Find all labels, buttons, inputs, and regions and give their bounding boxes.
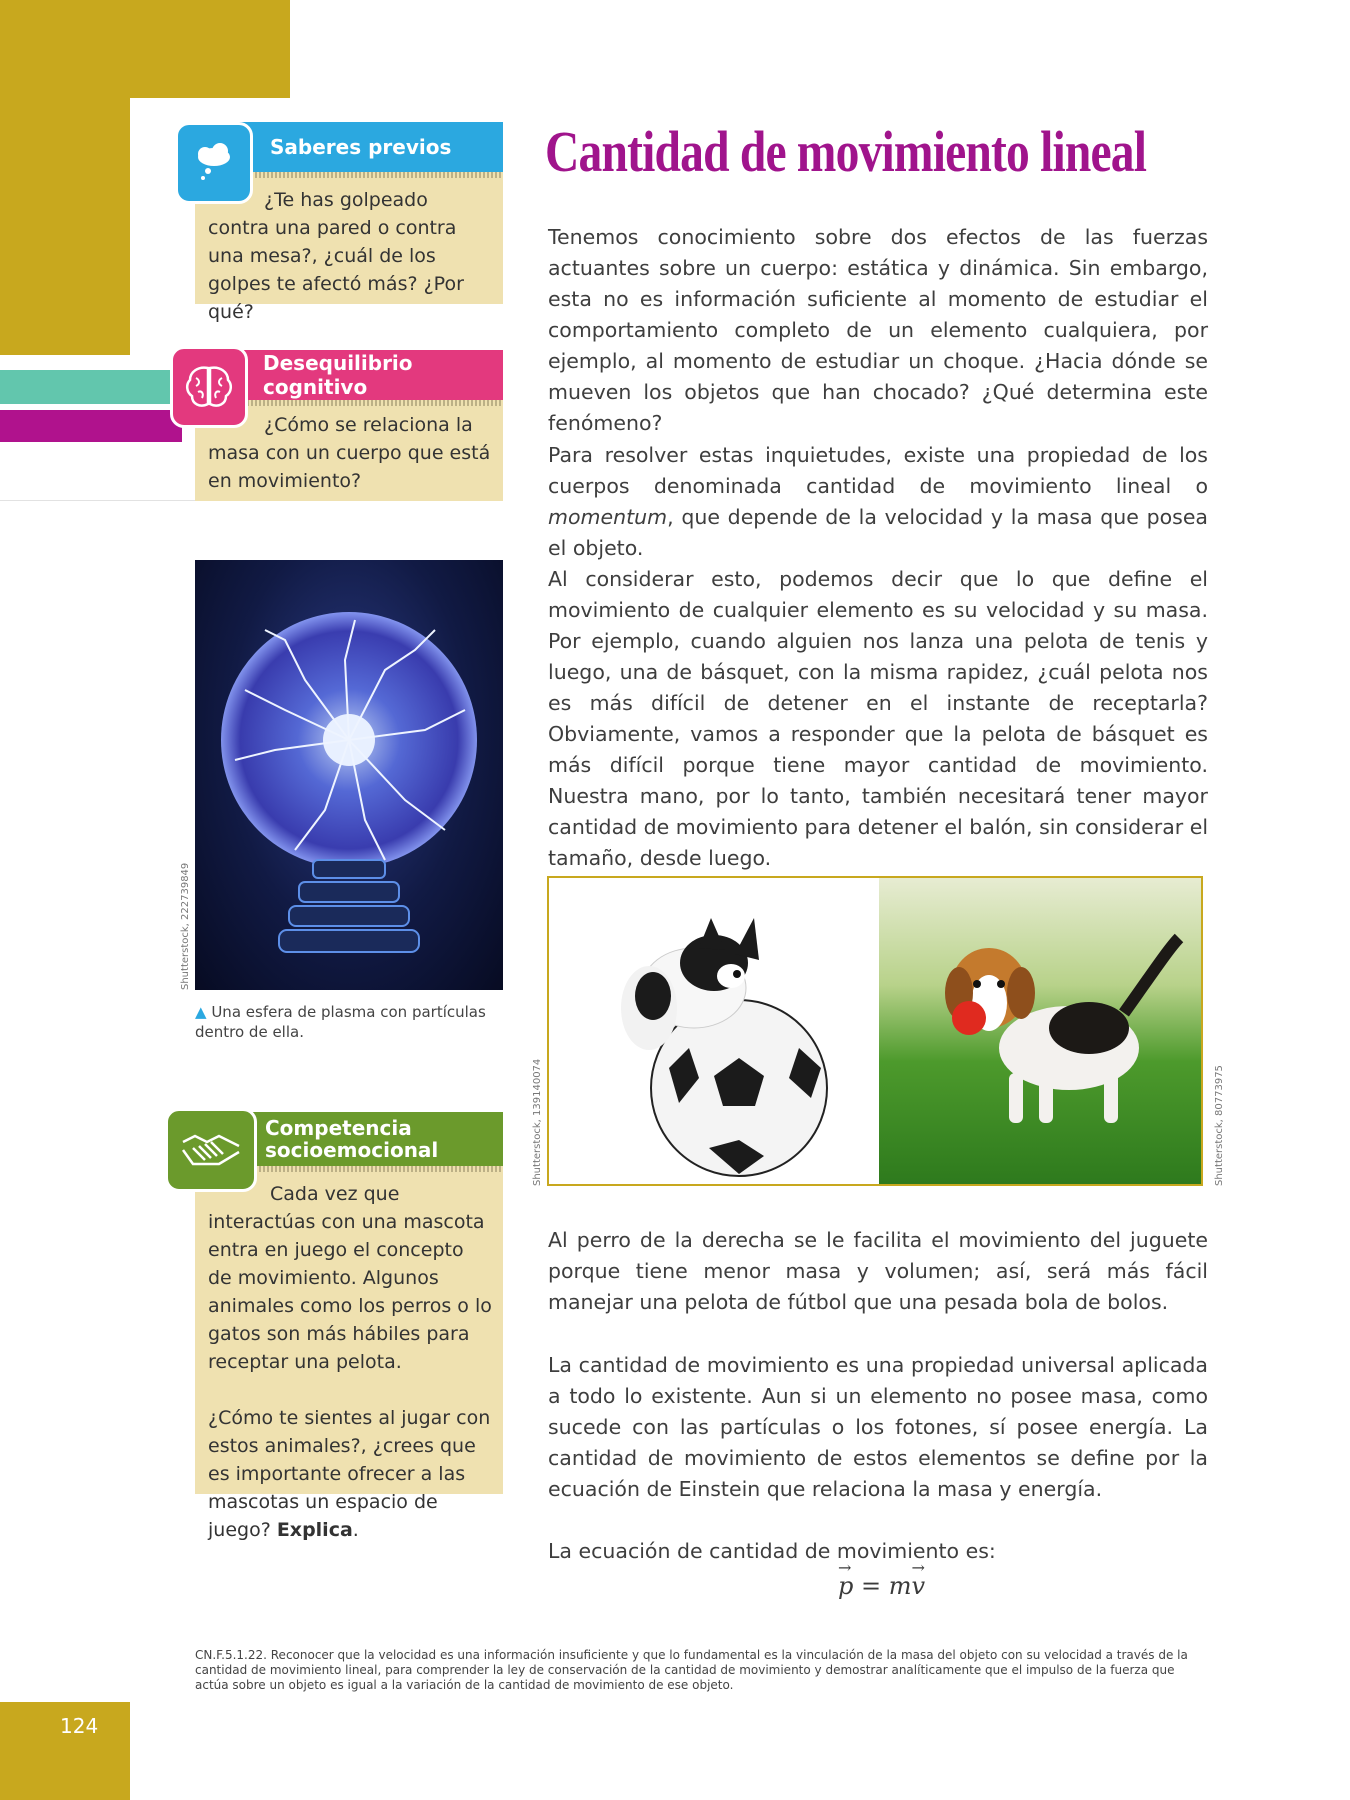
mass-symbol: m [888,1572,912,1600]
beagle-with-toy-image [879,878,1201,1184]
equals-sign: = [861,1572,882,1600]
paragraph-2: Para resolver estas inquietudes, existe una propiedad de los cuerpos denominada cantidad de movimiento lineal o momentum, que depende de la velocidad y la masa que posea el objeto. [548,443,1208,560]
magenta-strip [0,410,182,442]
triangle-icon: ▲ [195,1003,207,1021]
desequilibrio-title: Desequilibrio cognitivo [263,351,413,399]
dogs-image [547,876,1203,1186]
page-title: Cantidad de movimiento lineal [545,119,1147,184]
curriculum-footnote: CN.F.5.1.22. Reconocer que la velocidad es una información insuficiente y que lo fundamental es la vinculación de la masa del objeto con su velocidad a través de la cantidad de movimiento lineal, para comprender la ley de conservación de la cantidad de movimiento y demostrar analíticamente que el impulso de la fuerza que actúa sobre un objeto es igual a la variación de la cantidad de movimiento de ese objeto. [195,1648,1188,1692]
plasma-ball-image [195,560,503,990]
desequilibrio-text: ¿Cómo se relaciona la masa con un cuerpo que está en movimiento? [208,414,491,492]
paragraph-4: Al perro de la derecha se le facilita el movimiento del juguete porque tiene menor masa y volumen; así, será más fácil manejar una pelota de fútbol que una pesada bola de bolos. [548,1228,1208,1314]
paragraph-1: Tenemos conocimiento sobre dos efectos de las fuerzas actuantes sobre un cuerpo: estática y dinámica. Sin embargo, esta no es información suficiente al momento de estudiar el comportamiento completo de un elemento cualquiera, por ejemplo, al momento de estudiar un choque. ¿Hacia dónde se mueven los objetos que han chocado? ¿Qué determina este fenómeno? [548,225,1208,435]
vector-p: → p [838,1558,854,1600]
puppy-with-soccer-ball-image [549,878,875,1184]
teal-strip [0,370,182,404]
paragraph-3: Al considerar esto, podemos decir que lo que define el movimiento de cualquier elemento es su velocidad y su masa. Por ejemplo, cuando alguien nos lanza una pelota de tenis y luego, una de básquet, con la misma rapidez, ¿cuál pelota nos es más difícil de detener en el instante de receptarla? Obviamente, vamos a responder que la pelota de básquet es más difícil porque tiene mayor cantidad de movimiento. Nuestra mano, por lo tanto, también necesitará tener mayor cantidad de movimiento para detener el balón, sin considerar el tamaño, desde luego. [548,567,1209,870]
competencia-text: Cada vez que interactúas con una mascota entra en juego el concepto de movimiento. Algunos animales como los perros o lo gatos son más hábiles para receptar una pelota. ¿Cómo te sientes al jugar con estos animales?, ¿crees que es importante ofrecer a las mascotas un espacio de juego? Explica. [208,1183,492,1541]
page-number: 124 [60,1714,99,1738]
saberes-previos-text: ¿Te has golpeado contra una pared o contra una mesa?, ¿cuál de los golpes te afectó más? ¿Por qué? [208,189,464,323]
paragraph-6: La ecuación de cantidad de movimiento es: [548,1539,996,1563]
vector-v: → v [911,1558,926,1600]
paragraph-5: La cantidad de movimiento es una propiedad universal aplicada a todo lo existente. Aun si un elemento no posee masa, como sucede con las partículas o los fotones, sí posee energía. La cantidad de movimiento de estos elementos se define por la ecuación de Einstein que relaciona la masa y energía. [548,1353,1208,1501]
divider [0,500,200,501]
momentum-equation [838,1558,926,1600]
plasma-image-caption: ▲ Una esfera de plasma con partículas dentro de ella. [195,1003,486,1041]
dog-left-image-credit: Shutterstock, 139140074 [532,1058,543,1186]
plasma-image-credit: Shutterstock, 222739849 [180,862,191,990]
saberes-previos-title: Saberes previos [270,135,452,159]
dog-right-image-credit: Shutterstock, 80773975 [1214,1065,1225,1186]
competencia-title: Competencia socioemocional [265,1116,439,1162]
